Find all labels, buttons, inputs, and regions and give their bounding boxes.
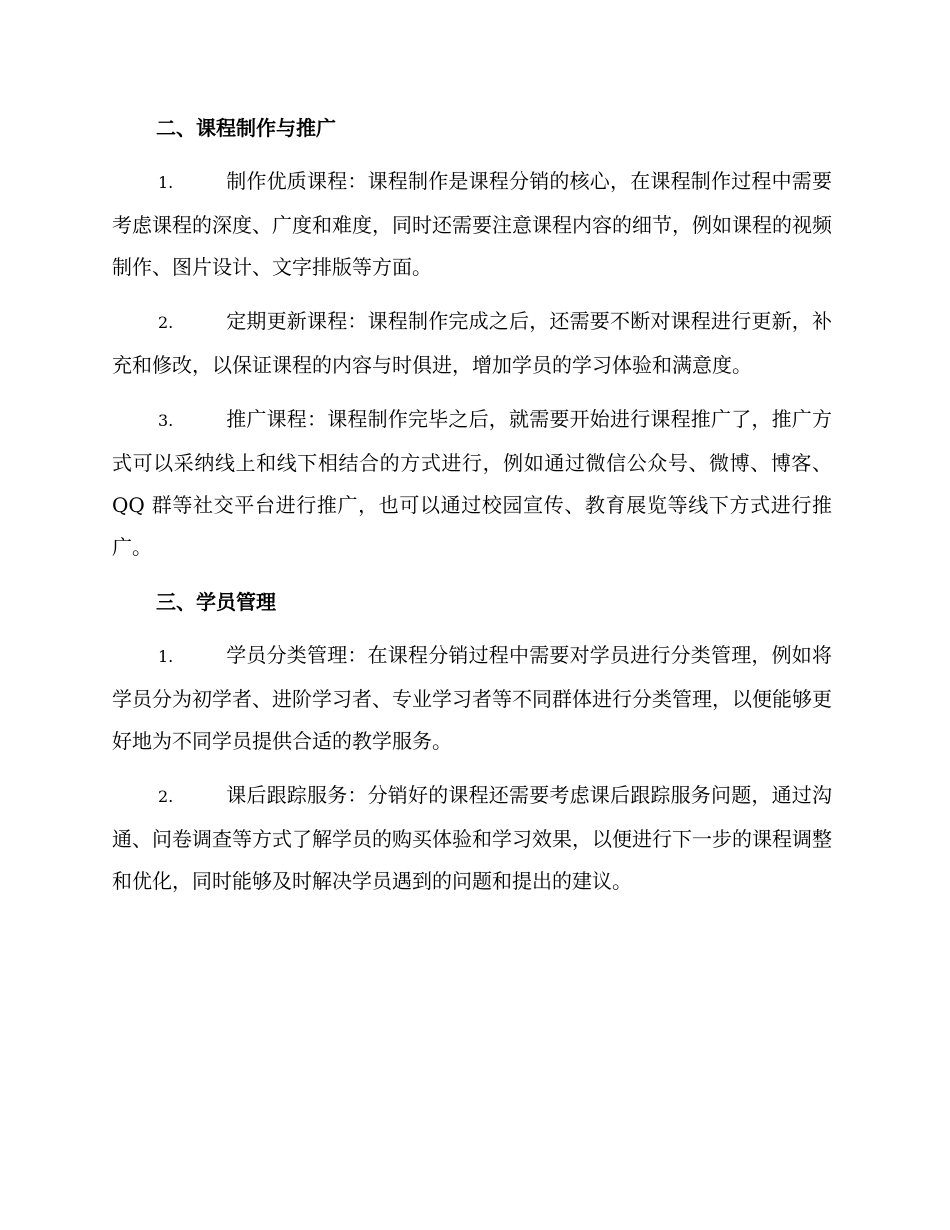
list-item-text: 制作优质课程：课程制作是课程分销的核心，在课程制作过程中需要考虑课程的深度、广度和难度，同时还需要注意课程内容的细节，例如课程的视频制作、图片设计、文字排版等方面。 [112, 169, 832, 279]
list-item-number: 1. [158, 173, 174, 192]
list-item [112, 160, 832, 288]
list-item-text: 学员分类管理：在课程分销过程中需要对学员进行分类管理，例如将学员分为初学者、进阶学习者、专业学习者等不同群体进行分类管理，以便能够更好地为不同学员提供合适的教学服务。 [112, 643, 832, 753]
list-item-number: 1. [158, 647, 174, 666]
document-body [112, 108, 832, 902]
list-item-text: 课后跟踪服务：分销好的课程还需要考虑课后跟踪服务问题，通过沟通、问卷调查等方式了解学员的购买体验和学习效果，以便进行下一步的课程调整和优化，同时能够及时解决学员遇到的问题和提出的建议。 [112, 783, 832, 893]
section-heading-course-production: 二、课程制作与推广 [156, 116, 336, 140]
list-item-text: 定期更新课程：课程制作完成之后，还需要不断对课程进行更新，补充和修改，以保证课程的内容与时俱进，增加学员的学习体验和满意度。 [112, 309, 832, 377]
section-heading-student-management: 三、学员管理 [156, 590, 276, 614]
list-item-number: 3. [158, 411, 174, 430]
list-item [112, 398, 832, 568]
list-item [112, 774, 832, 902]
list-item-text: 推广课程：课程制作完毕之后，就需要开始进行课程推广了，推广方式可以采纳线上和线下相结合的方式进行，例如通过微信公众号、微博、博客、 QQ 群等社交平台进行推广，也可以通过校园宣传、教育展览等线下方式进行推广。 [112, 407, 832, 559]
list-item-number: 2. [158, 787, 174, 806]
list-item [112, 634, 832, 762]
list-item [112, 300, 832, 386]
list-item-number: 2. [158, 313, 174, 332]
